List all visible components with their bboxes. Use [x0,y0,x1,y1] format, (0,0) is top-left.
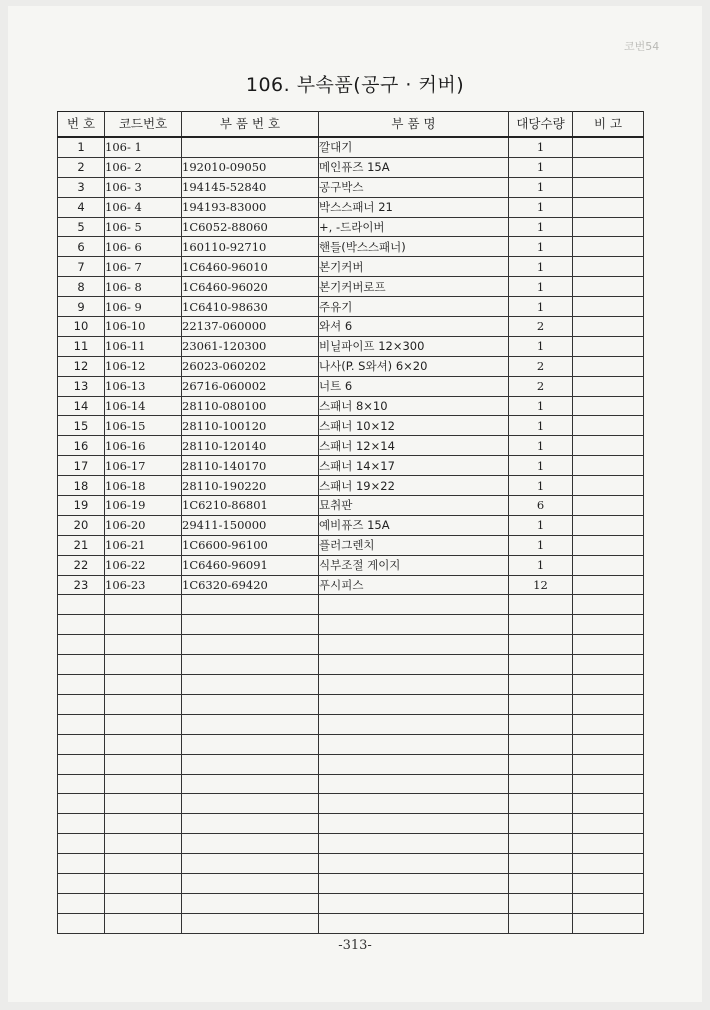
cell-no: 19 [58,496,105,516]
cell-name: 주유기 [319,297,509,317]
empty-cell [509,854,573,874]
page-number: -313- [338,938,372,953]
empty-cell [509,913,573,933]
empty-cell [105,854,182,874]
cell-name: 본기커버로프 [319,277,509,297]
empty-cell [509,694,573,714]
cell-part-no: 22137-060000 [182,317,319,337]
empty-table-row [58,615,644,635]
empty-cell [509,734,573,754]
empty-cell [58,854,105,874]
cell-remark [573,137,644,157]
table-row [58,217,644,237]
table-row [58,436,644,456]
table-row [58,555,644,575]
parts-table [57,111,644,934]
empty-cell [319,913,509,933]
empty-cell [58,794,105,814]
cell-name: 핸들(박스스패너) [319,237,509,257]
column-header-remark: 비 고 [573,112,644,138]
empty-cell [319,714,509,734]
empty-cell [573,794,644,814]
empty-cell [105,873,182,893]
cell-qty: 1 [509,396,573,416]
cell-code: 106-23 [105,575,182,595]
empty-cell [182,615,319,635]
cell-part-no: 1C6600-96100 [182,535,319,555]
cell-part-no: 23061-120300 [182,336,319,356]
table-row [58,515,644,535]
cell-part-no: 1C6210-86801 [182,496,319,516]
empty-cell [105,794,182,814]
cell-no: 9 [58,297,105,317]
cell-remark [573,277,644,297]
empty-cell [573,615,644,635]
cell-qty: 1 [509,237,573,257]
table-row [58,317,644,337]
empty-table-row [58,834,644,854]
cell-part-no: 1C6460-96020 [182,277,319,297]
cell-remark [573,356,644,376]
empty-table-row [58,893,644,913]
empty-cell [58,714,105,734]
empty-cell [573,814,644,834]
empty-table-row [58,734,644,754]
empty-cell [509,814,573,834]
cell-no: 22 [58,555,105,575]
cell-part-no: 26023-060202 [182,356,319,376]
column-header-no: 번 호 [58,112,105,138]
cell-no: 23 [58,575,105,595]
cell-qty: 1 [509,297,573,317]
empty-cell [573,595,644,615]
cell-name: +, -드라이버 [319,217,509,237]
cell-part-no: 29411-150000 [182,515,319,535]
empty-cell [509,615,573,635]
cell-code: 106- 6 [105,237,182,257]
cell-name: 나사(P. S와셔) 6×20 [319,356,509,376]
column-header-qty: 대당수량 [509,112,573,138]
cell-no: 20 [58,515,105,535]
cell-code: 106-12 [105,356,182,376]
cell-qty: 2 [509,376,573,396]
empty-cell [319,734,509,754]
empty-cell [58,615,105,635]
cell-name: 식부조절 게이지 [319,555,509,575]
cell-part-no: 194193-83000 [182,197,319,217]
empty-cell [105,694,182,714]
cell-remark [573,336,644,356]
cell-qty: 1 [509,257,573,277]
empty-cell [509,893,573,913]
empty-table-row [58,873,644,893]
table-row [58,336,644,356]
cell-qty: 1 [509,217,573,237]
empty-cell [105,655,182,675]
table-row [58,575,644,595]
cell-qty: 2 [509,356,573,376]
empty-cell [182,774,319,794]
cell-remark [573,177,644,197]
cell-part-no: 28110-190220 [182,476,319,496]
table-row [58,535,644,555]
cell-qty: 1 [509,515,573,535]
column-header-code: 코드번호 [105,112,182,138]
empty-cell [58,655,105,675]
cell-code: 106- 3 [105,177,182,197]
empty-cell [509,754,573,774]
cell-code: 106-21 [105,535,182,555]
cell-remark [573,476,644,496]
table-row [58,257,644,277]
cell-part-no: 1C6410-98630 [182,297,319,317]
cell-remark [573,496,644,516]
empty-table-row [58,774,644,794]
parts-table-body [58,137,644,933]
cell-name: 공구박스 [319,177,509,197]
empty-cell [58,834,105,854]
cell-no: 12 [58,356,105,376]
empty-cell [58,675,105,695]
cell-name: 박스스패너 21 [319,197,509,217]
cell-name: 너트 6 [319,376,509,396]
cell-code: 106-16 [105,436,182,456]
empty-cell [573,834,644,854]
empty-cell [319,794,509,814]
cell-qty: 1 [509,436,573,456]
empty-cell [182,655,319,675]
empty-cell [105,714,182,734]
empty-cell [509,774,573,794]
cell-qty: 2 [509,317,573,337]
cell-no: 5 [58,217,105,237]
cell-name: 깔대기 [319,137,509,157]
empty-table-row [58,794,644,814]
empty-cell [182,854,319,874]
empty-cell [58,694,105,714]
empty-cell [105,734,182,754]
cell-qty: 1 [509,456,573,476]
cell-no: 10 [58,317,105,337]
cell-no: 2 [58,157,105,177]
cell-code: 106- 1 [105,137,182,157]
cell-no: 8 [58,277,105,297]
empty-cell [573,694,644,714]
cell-code: 106- 4 [105,197,182,217]
empty-cell [182,675,319,695]
cell-code: 106-22 [105,555,182,575]
empty-cell [573,774,644,794]
empty-cell [182,814,319,834]
empty-cell [182,694,319,714]
empty-cell [58,635,105,655]
cell-remark [573,416,644,436]
cell-no: 6 [58,237,105,257]
table-row [58,376,644,396]
empty-cell [573,635,644,655]
cell-code: 106-13 [105,376,182,396]
empty-cell [319,834,509,854]
cell-qty: 12 [509,575,573,595]
empty-cell [509,794,573,814]
empty-cell [573,913,644,933]
cell-name: 스패너 19×22 [319,476,509,496]
empty-table-row [58,913,644,933]
cell-remark [573,317,644,337]
empty-cell [105,615,182,635]
empty-cell [105,834,182,854]
cell-name: 푸시피스 [319,575,509,595]
cell-name: 플러그렌치 [319,535,509,555]
cell-code: 106- 8 [105,277,182,297]
empty-cell [509,635,573,655]
empty-cell [573,734,644,754]
cell-no: 18 [58,476,105,496]
cell-qty: 1 [509,476,573,496]
cell-part-no: 1C6320-69420 [182,575,319,595]
empty-cell [509,655,573,675]
empty-cell [58,595,105,615]
cell-part-no [182,137,319,157]
cell-code: 106- 2 [105,157,182,177]
table-row [58,197,644,217]
empty-table-row [58,675,644,695]
cell-code: 106-10 [105,317,182,337]
cell-no: 15 [58,416,105,436]
cell-qty: 1 [509,555,573,575]
cell-code: 106-18 [105,476,182,496]
cell-qty: 1 [509,277,573,297]
cell-code: 106-11 [105,336,182,356]
cell-part-no: 28110-080100 [182,396,319,416]
cell-name: 예비퓨즈 15A [319,515,509,535]
empty-table-row [58,854,644,874]
cell-name: 본기커버 [319,257,509,277]
empty-cell [182,754,319,774]
cell-remark [573,197,644,217]
cell-qty: 1 [509,177,573,197]
cell-part-no: 28110-120140 [182,436,319,456]
empty-cell [58,913,105,933]
cell-code: 106-17 [105,456,182,476]
column-header-part-no: 부 품 번 호 [182,112,319,138]
table-row [58,496,644,516]
empty-cell [573,754,644,774]
cell-name: 스패너 8×10 [319,396,509,416]
cell-no: 16 [58,436,105,456]
cell-qty: 1 [509,197,573,217]
table-row [58,297,644,317]
corner-mark: 코번54 [624,40,660,53]
empty-cell [509,834,573,854]
cell-part-no: 160110-92710 [182,237,319,257]
empty-cell [509,714,573,734]
empty-cell [182,893,319,913]
cell-name: 메인퓨즈 15A [319,157,509,177]
empty-cell [319,893,509,913]
empty-cell [105,893,182,913]
empty-cell [105,754,182,774]
empty-table-row [58,754,644,774]
page-title: 106. 부속품(공구 · 커버) [245,74,465,96]
table-row [58,237,644,257]
empty-cell [58,754,105,774]
cell-part-no: 1C6460-96091 [182,555,319,575]
empty-cell [58,734,105,754]
cell-part-no: 194145-52840 [182,177,319,197]
cell-no: 4 [58,197,105,217]
empty-table-row [58,814,644,834]
cell-no: 3 [58,177,105,197]
empty-table-row [58,635,644,655]
empty-cell [105,814,182,834]
empty-cell [182,714,319,734]
empty-cell [105,675,182,695]
empty-cell [319,873,509,893]
cell-qty: 6 [509,496,573,516]
empty-cell [105,635,182,655]
empty-cell [58,873,105,893]
cell-part-no: 28110-140170 [182,456,319,476]
empty-cell [58,893,105,913]
empty-cell [182,794,319,814]
cell-no: 7 [58,257,105,277]
cell-remark [573,396,644,416]
table-row [58,137,644,157]
empty-cell [573,714,644,734]
empty-cell [319,635,509,655]
cell-remark [573,217,644,237]
table-header-row [58,112,644,138]
empty-cell [319,675,509,695]
cell-code: 106-15 [105,416,182,436]
empty-cell [509,873,573,893]
cell-remark [573,535,644,555]
empty-table-row [58,714,644,734]
table-row [58,476,644,496]
empty-cell [573,854,644,874]
empty-cell [58,814,105,834]
empty-cell [182,873,319,893]
cell-no: 1 [58,137,105,157]
cell-name: 묘취판 [319,496,509,516]
cell-code: 106-19 [105,496,182,516]
cell-no: 21 [58,535,105,555]
table-row [58,416,644,436]
empty-table-row [58,655,644,675]
table-row [58,456,644,476]
table-row [58,396,644,416]
cell-part-no: 192010-09050 [182,157,319,177]
cell-remark [573,297,644,317]
empty-cell [509,595,573,615]
cell-remark [573,436,644,456]
empty-cell [319,814,509,834]
cell-name: 비닐파이프 12×300 [319,336,509,356]
empty-table-row [58,694,644,714]
cell-remark [573,257,644,277]
cell-part-no: 28110-100120 [182,416,319,436]
cell-code: 106- 5 [105,217,182,237]
empty-cell [509,675,573,695]
empty-cell [319,854,509,874]
cell-name: 스패너 14×17 [319,456,509,476]
cell-no: 13 [58,376,105,396]
cell-qty: 1 [509,336,573,356]
empty-cell [319,754,509,774]
cell-remark [573,376,644,396]
cell-no: 11 [58,336,105,356]
cell-no: 17 [58,456,105,476]
table-row [58,157,644,177]
empty-cell [319,595,509,615]
empty-cell [105,595,182,615]
cell-code: 106-20 [105,515,182,535]
empty-cell [58,774,105,794]
cell-remark [573,237,644,257]
cell-part-no: 1C6460-96010 [182,257,319,277]
cell-name: 와셔 6 [319,317,509,337]
cell-code: 106- 9 [105,297,182,317]
cell-qty: 1 [509,137,573,157]
cell-remark [573,575,644,595]
cell-remark [573,157,644,177]
table-row [58,177,644,197]
cell-qty: 1 [509,416,573,436]
empty-cell [182,734,319,754]
empty-cell [319,774,509,794]
empty-cell [182,834,319,854]
empty-cell [182,913,319,933]
table-row [58,356,644,376]
empty-cell [573,893,644,913]
column-header-name: 부 품 명 [319,112,509,138]
empty-cell [319,655,509,675]
empty-cell [319,615,509,635]
cell-code: 106- 7 [105,257,182,277]
cell-part-no: 26716-060002 [182,376,319,396]
cell-qty: 1 [509,157,573,177]
cell-remark [573,555,644,575]
empty-cell [105,774,182,794]
empty-cell [573,873,644,893]
table-row [58,277,644,297]
empty-cell [182,635,319,655]
cell-qty: 1 [509,535,573,555]
empty-table-row [58,595,644,615]
cell-code: 106-14 [105,396,182,416]
empty-cell [573,675,644,695]
empty-cell [105,913,182,933]
cell-name: 스패너 10×12 [319,416,509,436]
empty-cell [573,655,644,675]
cell-remark [573,515,644,535]
cell-name: 스패너 12×14 [319,436,509,456]
empty-cell [182,595,319,615]
empty-cell [319,694,509,714]
cell-remark [573,456,644,476]
cell-part-no: 1C6052-88060 [182,217,319,237]
cell-no: 14 [58,396,105,416]
